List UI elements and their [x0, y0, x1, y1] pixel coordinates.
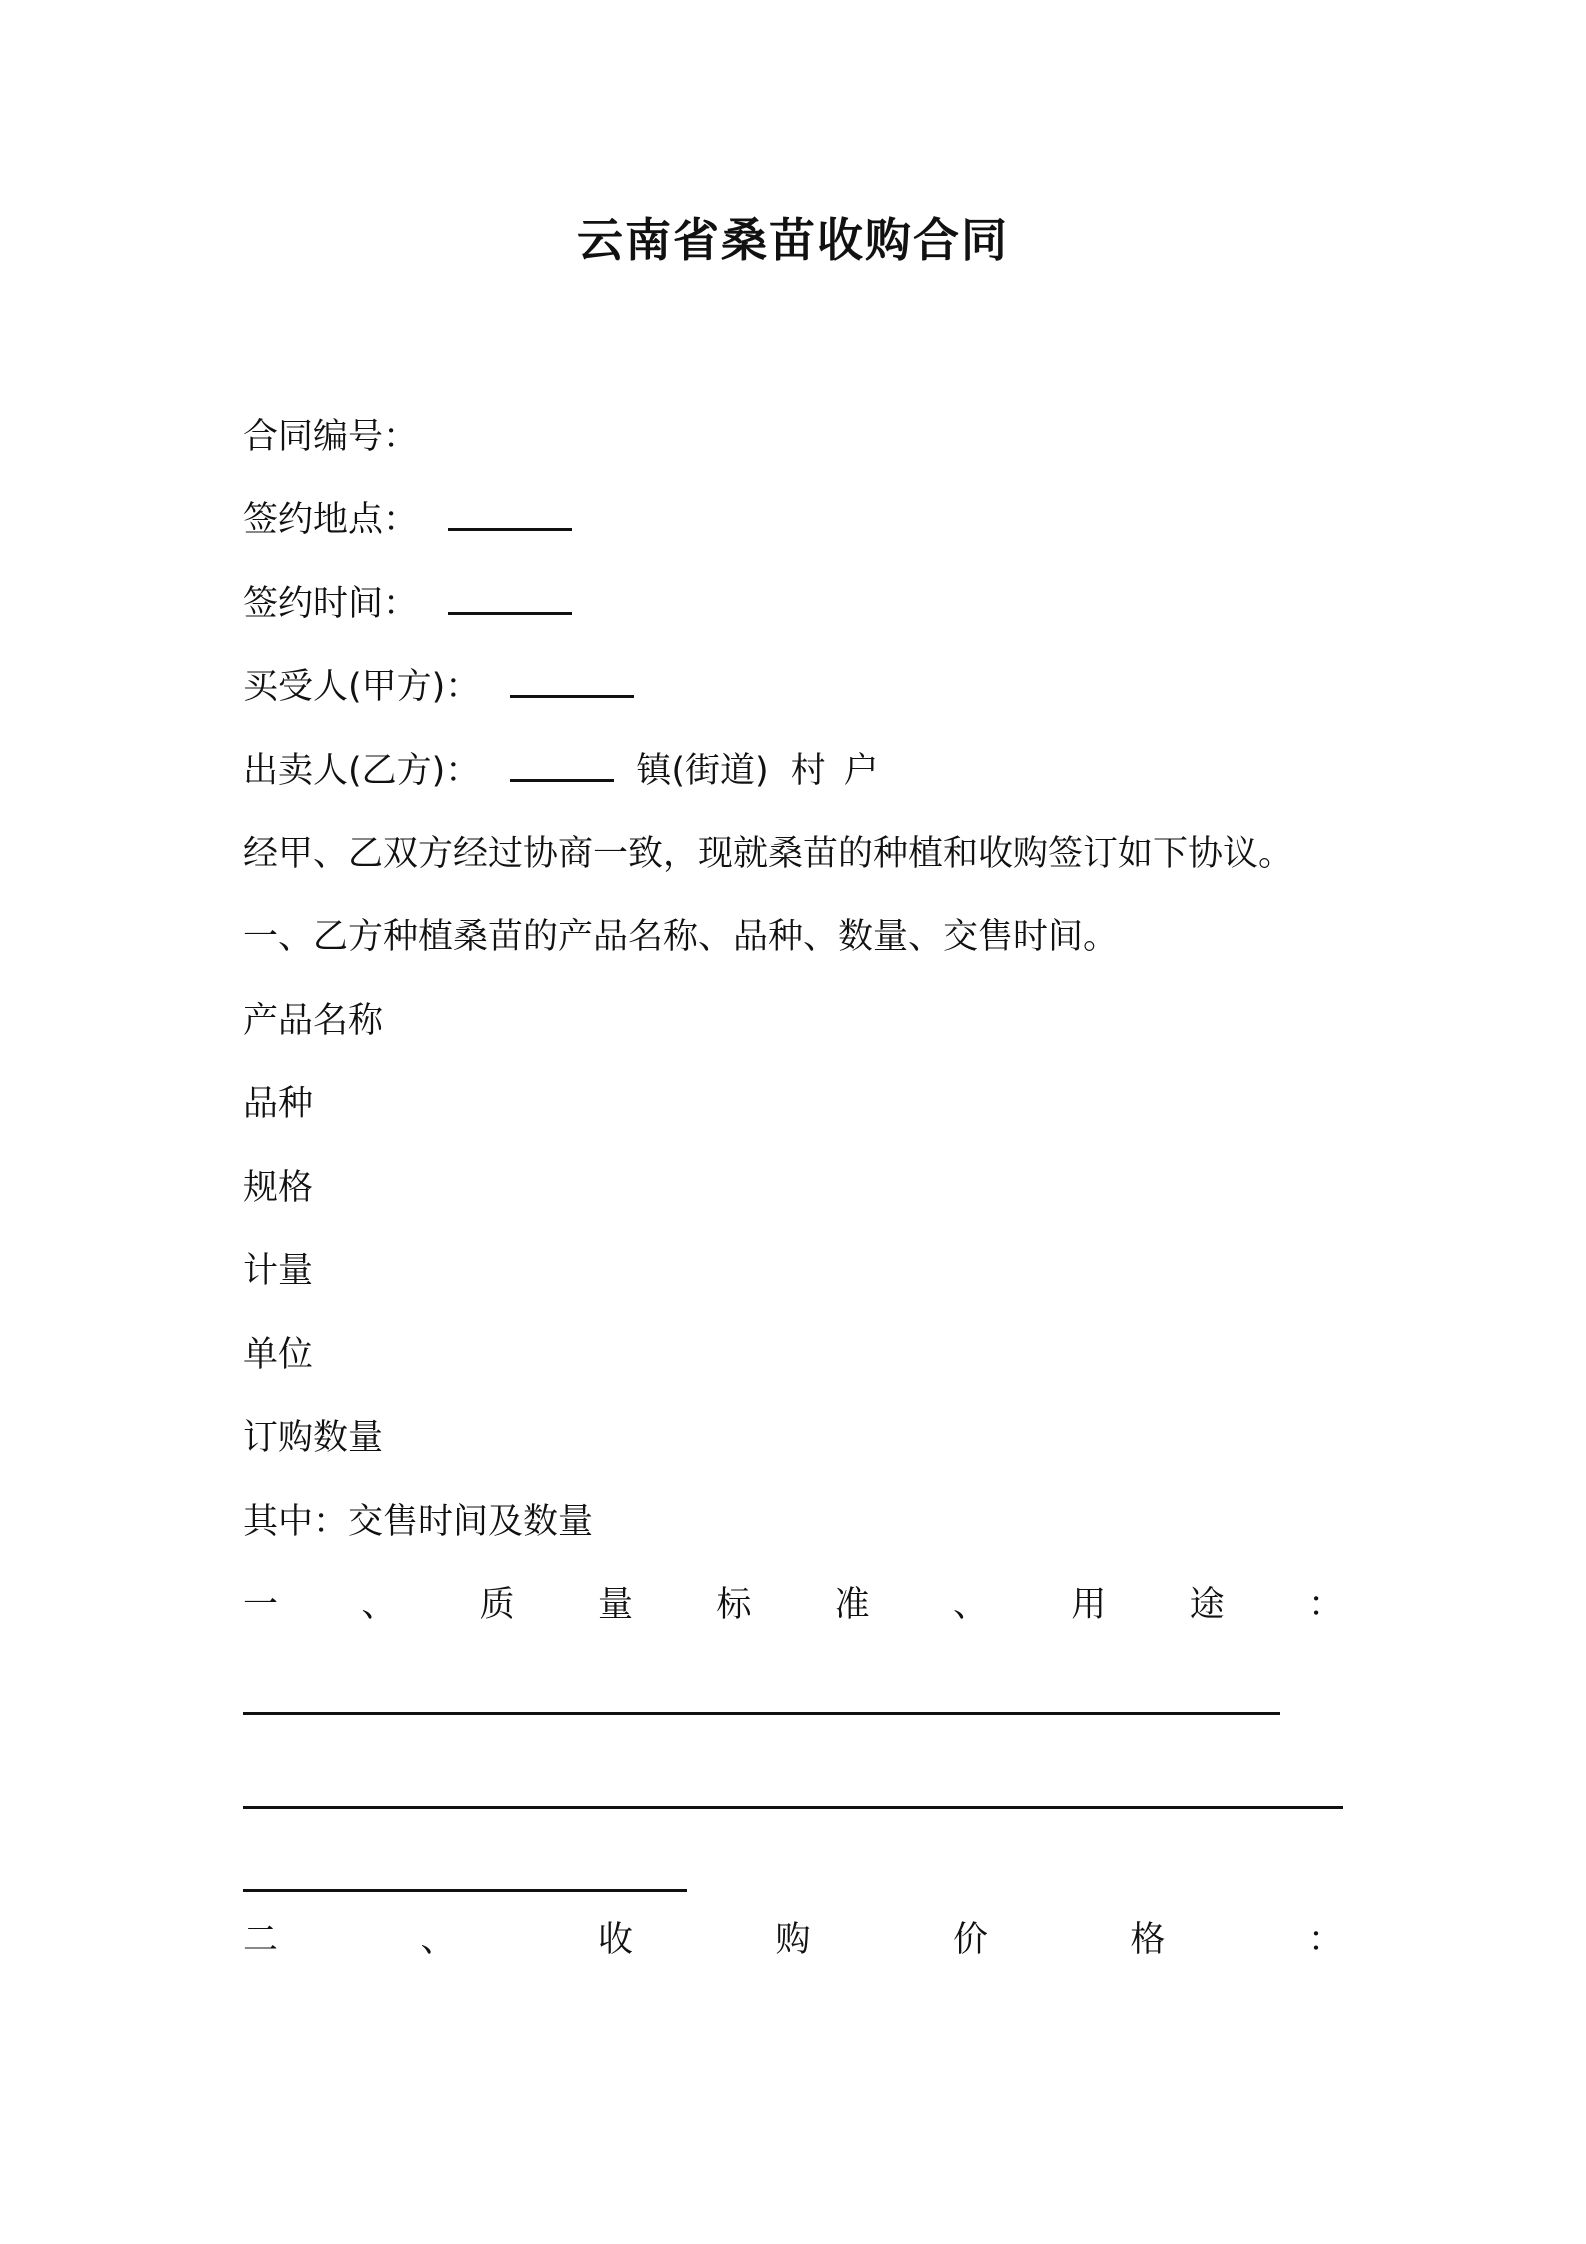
seller-line — [243, 749, 879, 793]
quality-standard-heading — [243, 1583, 1343, 1627]
field-unit: 单位 — [243, 1335, 314, 1375]
purchase-price-heading — [243, 1918, 1343, 1962]
contract-number-line — [243, 415, 418, 459]
sign-place-blank[interactable] — [448, 498, 572, 531]
heading-char: 质 — [479, 1585, 515, 1625]
heading-char: 购 — [775, 1920, 811, 1960]
heading-char: 途 — [1189, 1585, 1225, 1625]
quality-fill-line-1[interactable] — [243, 1712, 1280, 1715]
heading-char: 、 — [952, 1585, 988, 1625]
heading-char: 格 — [1130, 1920, 1166, 1960]
quality-fill-line-2[interactable] — [243, 1806, 1343, 1809]
document-title: 云南省桑苗收购合同 — [577, 213, 1009, 267]
heading-char: ： — [1307, 1585, 1343, 1625]
intro-paragraph: 经甲、乙双方经过协商一致，现就桑苗的种植和收购签订如下协议。 — [243, 834, 1294, 874]
field-order-quantity: 订购数量 — [243, 1418, 384, 1458]
field-specification: 规格 — [243, 1168, 314, 1208]
heading-char: 用 — [1071, 1585, 1107, 1625]
seller-town-label: 镇(街道) — [636, 751, 769, 791]
sign-time-line — [243, 582, 572, 626]
heading-char: 、 — [361, 1585, 397, 1625]
sign-place-label: 签约地点： — [243, 500, 419, 540]
heading-char: 、 — [420, 1920, 456, 1960]
delivery-time-quantity-line: 其中：交售时间及数量 — [243, 1502, 594, 1542]
seller-town-blank[interactable] — [510, 749, 614, 782]
seller-village-label: 村 — [790, 751, 826, 791]
heading-char: 标 — [716, 1585, 752, 1625]
field-product-name: 产品名称 — [243, 1001, 384, 1041]
sign-place-line — [243, 498, 572, 542]
field-measurement: 计量 — [243, 1251, 314, 1291]
heading-char: 一 — [243, 1585, 279, 1625]
heading-char: 准 — [834, 1585, 870, 1625]
heading-char: 二 — [243, 1920, 279, 1960]
buyer-label: 买受人(甲方)： — [243, 667, 481, 707]
sign-time-label: 签约时间： — [243, 584, 419, 624]
seller-household-label: 户 — [843, 751, 879, 791]
contract-number-label: 合同编号： — [243, 417, 419, 457]
buyer-blank[interactable] — [510, 665, 634, 698]
heading-char: 量 — [597, 1585, 633, 1625]
heading-char: 价 — [952, 1920, 988, 1960]
quality-fill-line-3[interactable] — [243, 1889, 687, 1892]
heading-char: ： — [1307, 1920, 1343, 1960]
heading-char: 收 — [597, 1920, 633, 1960]
field-variety: 品种 — [243, 1084, 314, 1124]
sign-time-blank[interactable] — [448, 582, 572, 615]
buyer-line — [243, 665, 634, 709]
section-one-heading: 一、乙方种植桑苗的产品名称、品种、数量、交售时间。 — [243, 917, 1119, 957]
seller-label: 出卖人(乙方)： — [243, 751, 481, 791]
